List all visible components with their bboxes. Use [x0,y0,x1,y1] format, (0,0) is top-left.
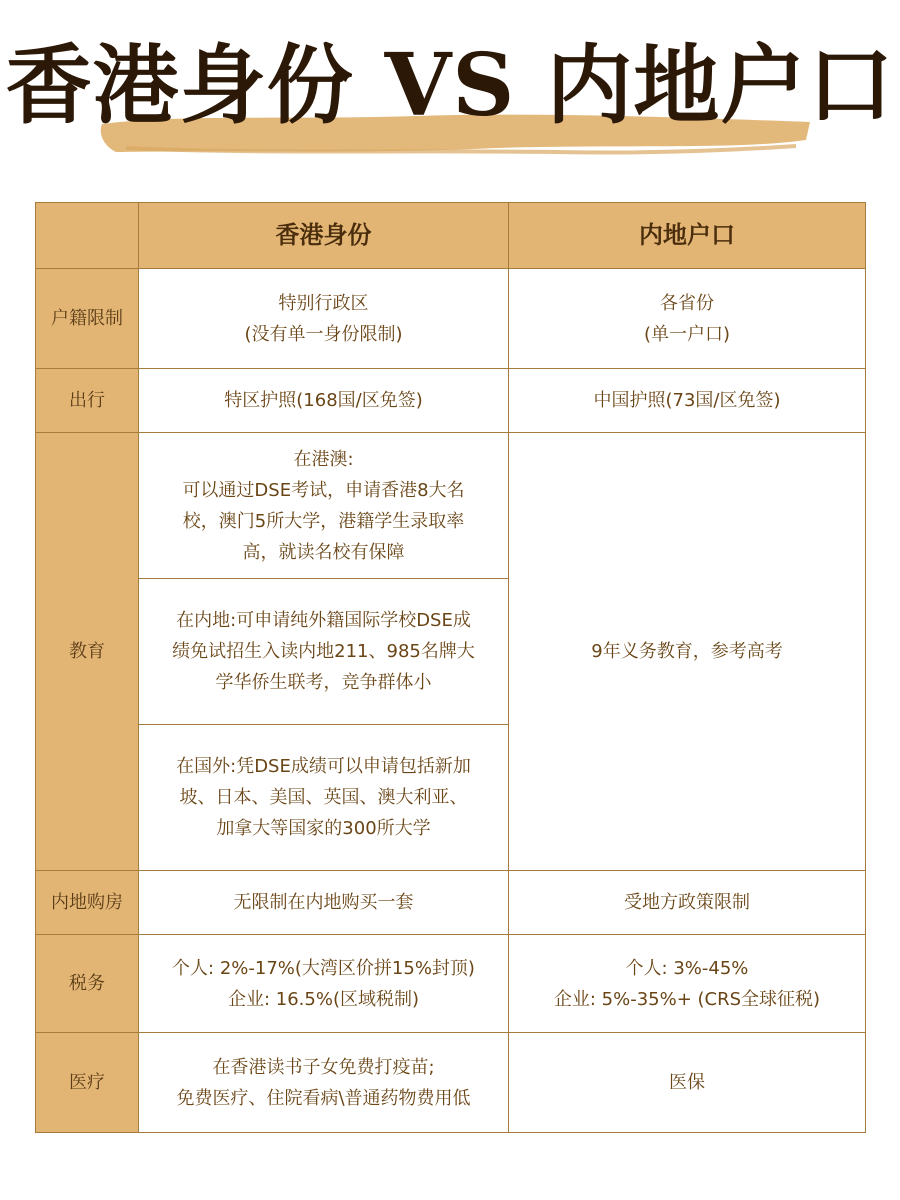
table-row-chuxing [36,369,866,433]
cell-mainland-huji [509,269,866,369]
table-row-jiaoyu-1 [36,433,866,579]
comparison-table [35,202,866,1133]
cell-line: 加拿大等国家的300所大学 [216,818,431,839]
cell-line: 免费医疗、住院看病\普通药物费用低 [176,1087,471,1109]
cell-line: 学华侨生联考，竞争群体小 [215,672,432,693]
cell-mainland-chuxing: 中国护照(73国/区免签) [509,369,866,433]
row-label-goufang: 内地购房 [36,871,139,935]
cell-hk-shuiwu [139,935,509,1033]
cell-line: 在港澳: [293,448,354,470]
cell-line: 绩免试招生入读内地211、985名牌大 [172,641,475,662]
table-row-huji [36,269,866,369]
row-label-chuxing: 出行 [36,369,139,433]
cell-line: (单一户口) [643,323,731,345]
cell-line: 企业: 16.5%(区域税制) [227,988,419,1010]
table-row-yiliao [36,1033,866,1133]
cell-hk-jiaoyu-guowai [139,725,509,871]
cell-hk-jiaoyu-neidi [139,579,509,725]
row-label-huji: 户籍限制 [36,269,139,369]
table-header-row [36,203,866,269]
table-row-shuiwu [36,935,866,1033]
cell-line: 在内地:可申请纯外籍国际学校DSE成 [176,610,471,631]
cell-line: 可以通过DSE考试，申请香港8大名 [182,479,465,501]
cell-mainland-yiliao: 医保 [509,1033,866,1133]
cell-hk-goufang: 无限制在内地购买一套 [139,871,509,935]
cell-line: 企业: 5%-35%+ (CRS全球征税) [553,988,821,1010]
cell-line: (没有单一身份限制) [244,323,403,345]
cell-mainland-goufang: 受地方政策限制 [509,871,866,935]
title-banner [0,28,900,158]
cell-line: 高，就读名校有保障 [242,541,405,563]
cell-line: 在国外:凭DSE成绩可以申请包括新加 [176,756,471,777]
cell-mainland-jiaoyu: 9年义务教育，参考高考 [509,433,866,871]
cell-line: 在香港读书子女免费打疫苗; [212,1056,435,1078]
cell-hk-chuxing: 特区护照(168国/区免签) [139,369,509,433]
cell-line: 校，澳门5所大学，港籍学生录取率 [182,510,465,532]
page-title: 香港身份 VS 内地户口 [5,35,895,136]
row-label-yiliao: 医疗 [36,1033,139,1133]
header-corner [36,203,139,269]
cell-line: 个人: 2%-17%(大湾区价拼15%封顶) [172,957,475,979]
cell-line: 各省份 [660,292,714,314]
header-hk-identity: 香港身份 [139,203,509,269]
cell-hk-huji [139,269,509,369]
cell-line: 特别行政区 [278,292,369,314]
cell-hk-yiliao [139,1033,509,1133]
cell-hk-jiaoyu-gangao [139,433,509,579]
header-mainland-hukou: 内地户口 [509,203,866,269]
row-label-jiaoyu: 教育 [36,433,139,871]
row-label-shuiwu: 税务 [36,935,139,1033]
cell-line: 坡、日本、美国、英国、澳大利亚、 [179,787,468,808]
table-row-goufang [36,871,866,935]
cell-mainland-shuiwu [509,935,866,1033]
cell-line: 个人: 3%-45% [625,957,749,979]
